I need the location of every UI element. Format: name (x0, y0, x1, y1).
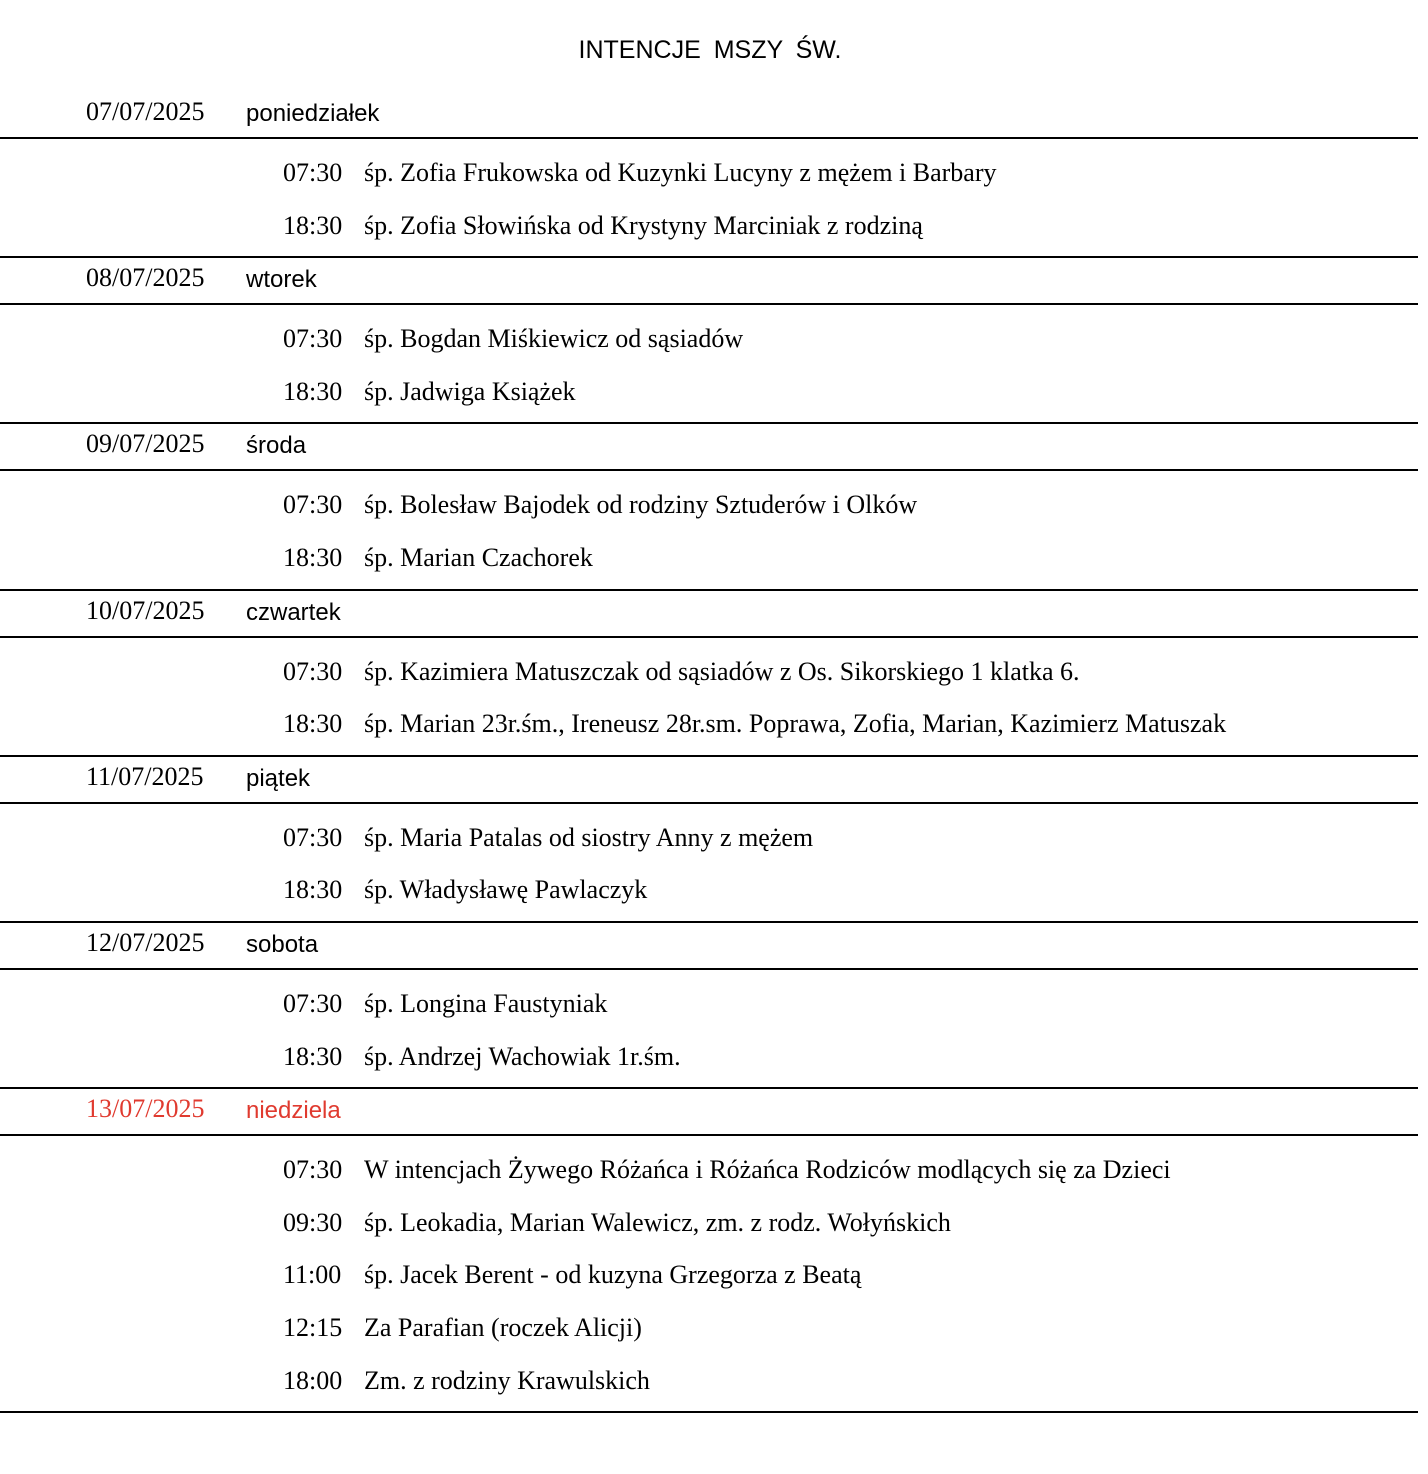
mass-list (0, 804, 1418, 923)
mass-list (0, 305, 1418, 424)
day-date: 09/07/2025 (86, 429, 205, 459)
mass-row (0, 366, 1418, 419)
mass-time: 11:00 (283, 1260, 342, 1290)
day-weekday: wtorek (246, 266, 317, 294)
day-header (0, 92, 1418, 139)
day-header (0, 258, 1418, 305)
day-weekday: środa (246, 432, 307, 460)
mass-time: 07:30 (283, 1155, 343, 1185)
day-block (0, 1089, 1418, 1413)
mass-intention: śp. Zofia Frukowska od Kuzynki Lucyny z mężem i Barbary (364, 158, 997, 187)
day-header (0, 591, 1418, 638)
mass-time: 18:30 (283, 875, 343, 905)
day-weekday: sobota (246, 930, 319, 958)
mass-row (0, 1355, 1418, 1408)
mass-time: 18:30 (283, 210, 343, 240)
mass-intention: śp. Leokadia, Marian Walewicz, zm. z rodz. Wołyńskich (364, 1207, 951, 1237)
day-date: 11/07/2025 (86, 761, 204, 791)
day-block (0, 757, 1418, 923)
page-title: INTENCJE MSZY ŚW. (578, 36, 842, 64)
mass-intention: śp. Longina Faustyniak (364, 988, 608, 1018)
mass-row (0, 532, 1418, 585)
day-block (0, 92, 1418, 258)
day-header (0, 424, 1418, 471)
day-block (0, 923, 1418, 1089)
mass-time: 07:30 (283, 158, 343, 187)
mass-time: 09:30 (283, 1207, 343, 1237)
mass-time: 18:30 (283, 376, 343, 406)
mass-time: 18:30 (283, 1041, 343, 1071)
mass-row (0, 864, 1418, 917)
mass-list (0, 970, 1418, 1089)
mass-intention: śp. Władysławę Pawlaczyk (364, 875, 648, 905)
day-header (0, 923, 1418, 970)
mass-intention: śp. Bolesław Bajodek od rodziny Sztuderów i Olków (364, 490, 918, 520)
day-weekday: piątek (246, 764, 311, 792)
mass-intention: śp. Maria Patalas od siostry Anny z mężem (364, 822, 814, 852)
mass-intention: Zm. z rodziny Krawulskich (364, 1365, 650, 1395)
day-header (0, 757, 1418, 804)
mass-intention: śp. Kazimiera Matuszczak od sąsiadów z Os. Sikorskiego 1 klatka 6. (364, 656, 1080, 686)
mass-time: 07:30 (283, 988, 343, 1018)
mass-intention: W intencjach Żywego Różańca i Różańca Rodziców modlących się za Dzieci (364, 1155, 1171, 1185)
mass-row (0, 812, 1418, 865)
mass-intention: śp. Marian 23r.śm., Ireneusz 28r.sm. Poprawa, Zofia, Marian, Kazimierz Matuszak (364, 709, 1227, 739)
mass-time: 12:15 (283, 1312, 343, 1342)
mass-row (0, 313, 1418, 366)
mass-list (0, 638, 1418, 757)
mass-intention: śp. Zofia Słowińska od Krystyny Marciniak z rodziną (364, 210, 923, 240)
day-weekday: czwartek (246, 598, 341, 626)
day-block (0, 424, 1418, 590)
mass-row (0, 698, 1418, 751)
day-date: 08/07/2025 (86, 263, 205, 293)
mass-intention: śp. Marian Czachorek (364, 542, 593, 572)
mass-time: 18:30 (283, 709, 343, 739)
mass-list (0, 1136, 1418, 1413)
mass-time: 07:30 (283, 324, 343, 354)
day-weekday: poniedziałek (246, 100, 380, 127)
mass-list (0, 139, 1418, 258)
mass-intention: śp. Jacek Berent - od kuzyna Grzegorza z Beatą (364, 1260, 862, 1290)
mass-intention: śp. Jadwiga Książek (364, 376, 576, 406)
mass-row (0, 978, 1418, 1031)
mass-row (0, 1144, 1418, 1197)
mass-row (0, 1197, 1418, 1250)
day-date: 12/07/2025 (86, 927, 205, 957)
mass-list (0, 471, 1418, 590)
mass-time: 18:30 (283, 542, 343, 572)
day-date: 10/07/2025 (86, 595, 205, 625)
mass-row (0, 1031, 1418, 1084)
mass-time: 07:30 (283, 490, 343, 520)
day-block (0, 258, 1418, 424)
mass-intention: śp. Bogdan Miśkiewicz od sąsiadów (364, 324, 744, 354)
mass-row (0, 479, 1418, 532)
day-header (0, 1089, 1418, 1136)
mass-intention: Za Parafian (roczek Alicji) (364, 1312, 642, 1342)
mass-time: 07:30 (283, 656, 343, 686)
mass-intention: śp. Andrzej Wachowiak 1r.śm. (364, 1041, 681, 1071)
mass-time: 18:00 (283, 1365, 343, 1395)
mass-row (0, 1302, 1418, 1355)
mass-row (0, 200, 1418, 253)
day-weekday: niedziela (246, 1097, 341, 1125)
day-date: 13/07/2025 (86, 1094, 205, 1124)
mass-row (0, 1249, 1418, 1302)
day-list (0, 92, 1418, 1413)
day-date: 07/07/2025 (86, 97, 205, 126)
mass-row (0, 147, 1418, 200)
day-block (0, 591, 1418, 757)
mass-time: 07:30 (283, 822, 343, 852)
mass-row (0, 646, 1418, 699)
